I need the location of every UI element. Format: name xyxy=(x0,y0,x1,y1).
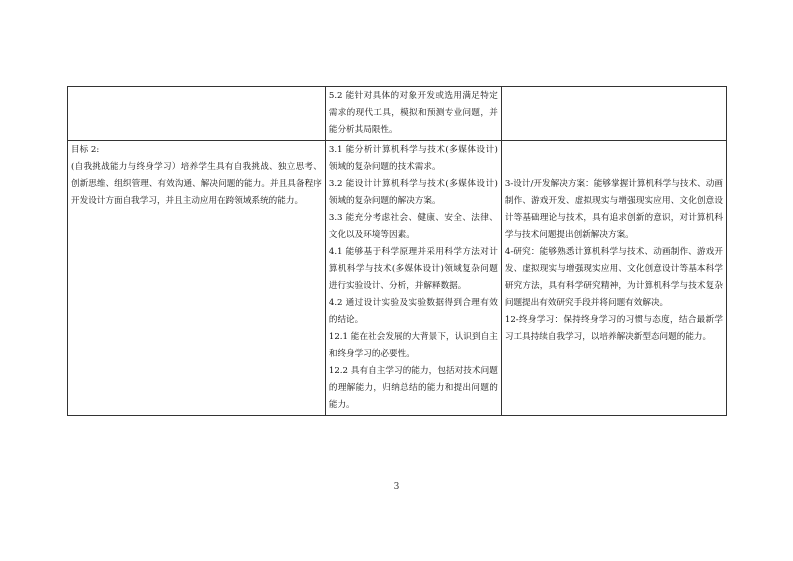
requirement-3-design: 3-设计/开发解决方案：能够掌握计算机科学与技术、动画制作、游戏开发、虚拟现实与增强现实应用、文化创意设计等基础理论与技术，具有追求创新的意识，对计算机科学与技术问题提出创新解决方案。 xyxy=(504,179,723,240)
requirement-4-research: 4-研究：能够熟悉计算机科学与技术、动画制作、游戏开发、虚拟现实与增强现实应用、文化创意设计等基本科学研究方法，具有科学研究精神，为计算机科学与技术复杂问题提出有效研究手段并将问题有效解决。 xyxy=(504,247,723,308)
table-cell-graduation-requirements xyxy=(501,141,726,416)
indicator-3-2: 3.2 能设计计算机科学与技术(多媒体设计)领域的复杂问题的解决方案。 xyxy=(328,179,498,206)
indicator-3-1: 3.1 能分析计算机科学与技术(多媒体设计)领域的复杂问题的技术需求。 xyxy=(328,145,498,172)
objective-title: 目标 2: xyxy=(71,145,100,155)
objective-description: (自我挑战能力与终身学习）培养学生具有自我挑战、独立思考、创新思维、组织管理、有效沟通、解决问题的能力。并且具备程序开发设计方面自我学习，并且主动应用在跨领域系统的能力。 xyxy=(71,162,322,206)
table-cell-objective xyxy=(68,141,326,416)
table-row xyxy=(68,87,727,141)
curriculum-objectives-table xyxy=(67,86,727,416)
indicator-4-2: 4.2 通过设计实验及实验数据得到合理有效的结论。 xyxy=(328,298,498,325)
table-row xyxy=(68,141,727,416)
indicator-5-2: 5.2 能针对具体的对象开发或选用满足特定需求的现代工具，模拟和预测专业问题，并能分析其局限性。 xyxy=(328,91,498,135)
page-number: 3 xyxy=(393,482,400,492)
table-cell-graduation-requirements xyxy=(501,87,726,141)
table-cell-indicators xyxy=(325,87,501,141)
requirement-12-lifelong-learning: 12-终身学习：保持终身学习的习惯与态度，结合最新学习工具持续自我学习，以培养解决新型态问题的能力。 xyxy=(504,315,723,342)
indicator-12-1: 12.1 能在社会发展的大背景下，认识到自主和终身学习的必要性。 xyxy=(328,332,498,359)
table-cell-objective xyxy=(68,87,326,141)
indicator-3-3: 3.3 能充分考虑社会、健康、安全、法律、文化以及环境等因素。 xyxy=(328,213,498,240)
indicator-4-1: 4.1 能够基于科学原理并采用科学方法对计算机科学与技术(多媒体设计)领域复杂问题进行实验设计、分析，并解释数据。 xyxy=(328,247,498,291)
table-cell-indicators xyxy=(325,141,501,416)
indicator-12-2: 12.2 具有自主学习的能力，包括对技术问题的理解能力，归纳总结的能力和提出问题的能力。 xyxy=(328,366,498,410)
